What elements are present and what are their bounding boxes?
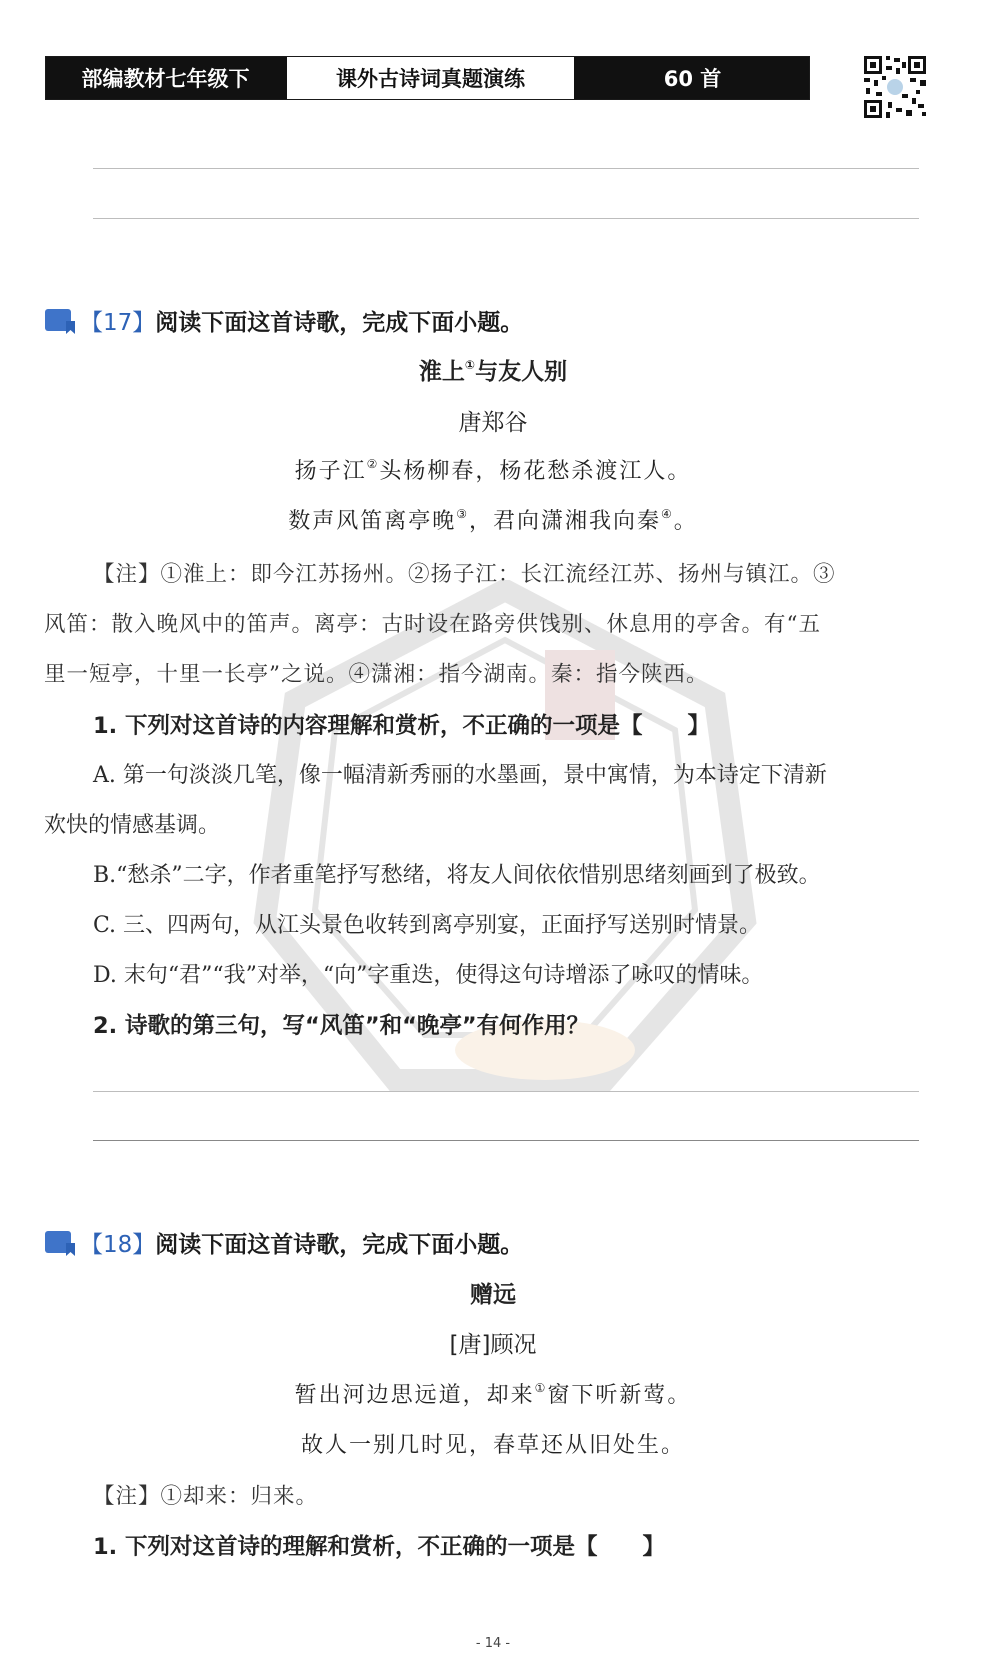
poem-line: 故人一别几时见，春草还从旧处生。 [300, 1433, 685, 1458]
question-instruction: 阅读下面这首诗歌，完成下面小题。 [155, 1232, 524, 1258]
sub-question-1: 1. 下列对这首诗的理解和赏析，不正确的一项是【 】 [93, 1534, 666, 1560]
question-number: 【18】 [80, 1232, 156, 1258]
poem-line: 暂出河边思远道，却来①窗下听新莺。 [294, 1381, 692, 1408]
poem-line: 扬子江②头杨柳春，杨花愁杀渡江人。 [294, 457, 692, 484]
poem-title: 赠远 [470, 1282, 516, 1308]
note-line: 里一短亭，十里一长亭”之说。④潇湘：指今湖南。秦：指今陕西。 [44, 662, 709, 687]
question-17-header [44, 304, 523, 337]
poem-author: 唐郑谷 [458, 410, 528, 436]
note-line: 【注】①却来：归来。 [93, 1484, 319, 1509]
question-18-header [44, 1226, 523, 1259]
bookmark-icon [44, 1229, 76, 1257]
question-number: 【17】 [80, 310, 156, 336]
bookmark-icon [44, 307, 76, 335]
option-a[interactable]: A. 第一句淡淡几笔，像一幅清新秀丽的水墨画，景中寓情，为本诗定下清新 [93, 763, 827, 788]
answer-line[interactable] [93, 218, 919, 219]
poem-author: [唐]顾况 [449, 1332, 537, 1358]
sub-question-1: 1. 下列对这首诗的内容理解和赏析，不正确的一项是【 】 [93, 713, 711, 739]
option-d[interactable]: D. 末句“君”“我”对举，“向”字重迭，使得这句诗增添了咏叹的情味。 [93, 963, 764, 988]
question-instruction: 阅读下面这首诗歌，完成下面小题。 [155, 310, 524, 336]
header-count: 60 首 [576, 57, 809, 99]
page-number: - 14 - [475, 1636, 511, 1651]
option-a-continued: 欢快的情感基调。 [44, 813, 221, 838]
answer-line[interactable] [93, 168, 919, 169]
header-bar [45, 56, 810, 100]
header-grade: 部编教材七年级下 [46, 57, 285, 99]
poem-line: 数声风笛离亭晚③，君向潇湘我向秦④。 [288, 507, 698, 534]
header-title: 课外古诗词真题演练 [285, 57, 576, 99]
note-line: 风笛：散入晚风中的笛声。离亭：古时设在路旁供饯别、休息用的亭舍。有“五 [44, 612, 821, 637]
answer-line[interactable] [93, 1140, 919, 1141]
option-b[interactable]: B.“愁杀”二字，作者重笔抒写愁绪，将友人间依依惜别思绪刻画到了极致。 [93, 863, 821, 888]
qr-code-icon[interactable] [862, 54, 928, 120]
note-line: 【注】①淮上：即今江苏扬州。②扬子江：长江流经江苏、扬州与镇江。③ [93, 562, 836, 587]
poem-title: 淮上①与友人别 [418, 358, 568, 385]
sub-question-2: 2. 诗歌的第三句，写“风笛”和“晚亭”有何作用？ [93, 1013, 590, 1039]
option-c[interactable]: C. 三、四两句，从江头景色收转到离亭别宴，正面抒写送别时情景。 [93, 913, 762, 938]
answer-line[interactable] [93, 1091, 919, 1092]
